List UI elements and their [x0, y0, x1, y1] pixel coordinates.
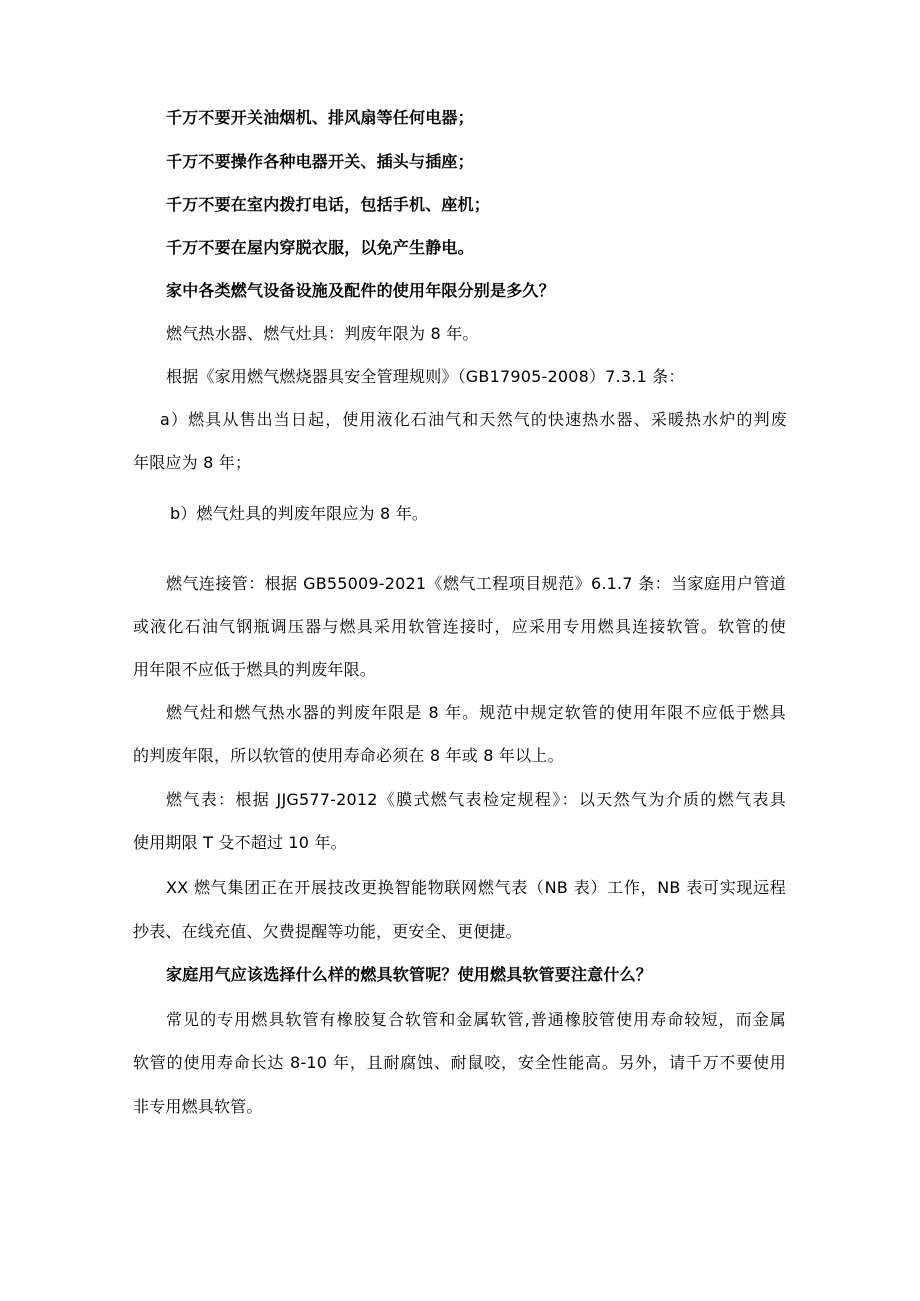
paragraph-9-line-3: 非专用燃具软管。	[133, 1097, 263, 1116]
paragraph-3-line-2: 年限应为 8 年；	[133, 453, 252, 472]
paragraph-1: 燃气热水器、燃气灶具：判废年限为 8 年。	[166, 324, 479, 343]
warning-line-4: 千万不要在屋内穿脱衣服，以免产生静电。	[166, 238, 474, 257]
warning-line-3: 千万不要在室内拨打电话，包括手机、座机；	[166, 195, 491, 214]
paragraph-7-line-1: 燃气表：根据 JJG577-2012《膜式燃气表检定规程》：以天然气为介质的燃气表具	[166, 790, 786, 809]
paragraph-6-line-1: 燃气灶和燃气热水器的判废年限是 8 年。规范中规定软管的使用年限不应低于燃具	[166, 703, 786, 722]
warning-line-1: 千万不要开关油烟机、排风扇等任何电器；	[166, 108, 474, 127]
question-heading-1: 家中各类燃气设备设施及配件的使用年限分别是多久？	[166, 281, 555, 300]
paragraph-3-line-1: a）燃具从售出当日起，使用液化石油气和天然气的快速热水器、采暖热水炉的判废	[160, 410, 787, 429]
paragraph-8-line-2: 抄表、在线充值、欠费提醒等功能，更安全、更便捷。	[133, 922, 522, 941]
paragraph-2: 根据《家用燃气燃烧器具安全管理规则》（GB17905-2008）7.3.1 条：	[166, 367, 685, 386]
paragraph-9-line-1: 常见的专用燃具软管有橡胶复合软管和金属软管,普通橡胶管使用寿命较短，而金属	[166, 1010, 786, 1029]
paragraph-5-line-2: 或液化石油气钢瓶调压器与燃具采用软管连接时，应采用专用燃具连接软管。软管的使	[133, 617, 786, 636]
question-heading-2: 家庭用气应该选择什么样的燃具软管呢？使用燃具软管要注意什么？	[166, 965, 653, 984]
paragraph-5-line-3: 用年限不应低于燃具的判废年限。	[133, 660, 377, 679]
paragraph-4: b）燃气灶具的判废年限应为 8 年。	[170, 504, 429, 523]
paragraph-9-line-2: 软管的使用寿命长达 8-10 年，且耐腐蚀、耐鼠咬，安全性能高。另外，请千万不要使用	[133, 1053, 786, 1072]
warning-line-2: 千万不要操作各种电器开关、插头与插座；	[166, 152, 474, 171]
paragraph-8-line-1: XX 燃气集团正在开展技改更换智能物联网燃气表（NB 表）工作，NB 表可实现远程	[166, 878, 786, 897]
paragraph-5-line-1: 燃气连接管：根据 GB55009-2021《燃气工程项目规范》6.1.7 条：当家庭用户管道	[166, 574, 786, 593]
paragraph-6-line-2: 的判废年限，所以软管的使用寿命必须在 8 年或 8 年以上。	[133, 746, 564, 765]
paragraph-7-line-2: 使用期限 T 殳不超过 10 年。	[133, 833, 347, 852]
